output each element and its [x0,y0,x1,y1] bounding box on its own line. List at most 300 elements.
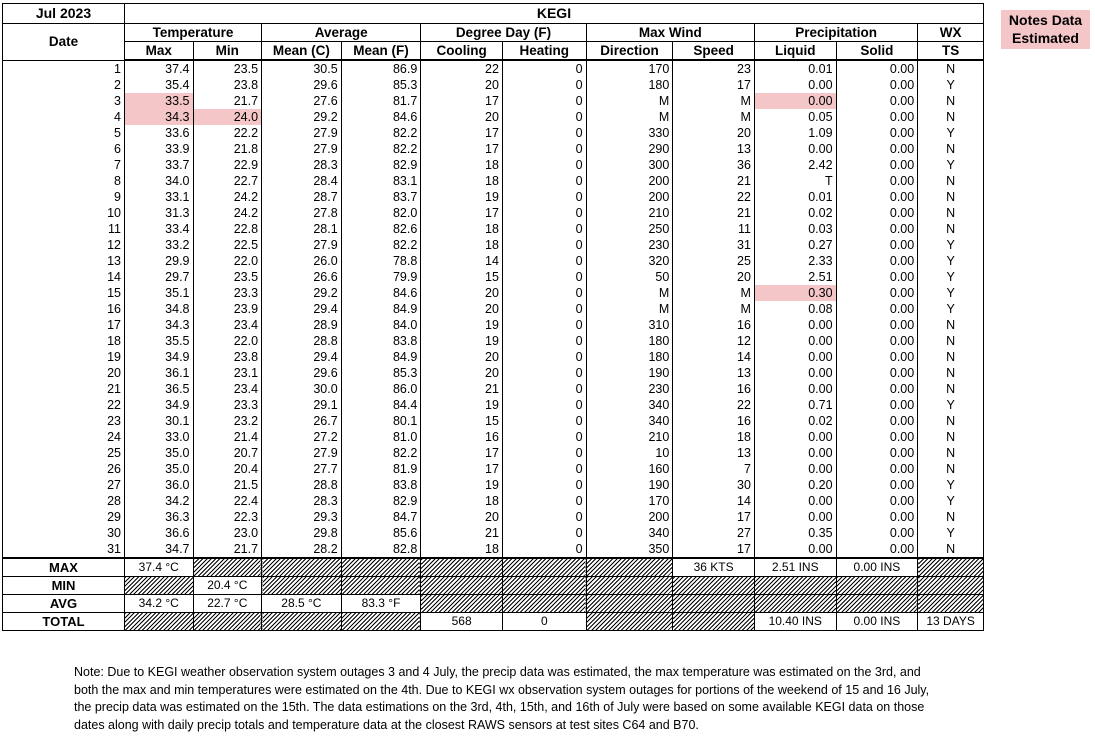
total-cooling-value: 568 [421,613,503,631]
direction-header: Direction [586,42,673,61]
cell-direction: 200 [586,189,673,205]
cell-ts: N [918,349,984,365]
cell-speed: 22 [673,397,755,413]
cell-cooling: 15 [421,269,503,285]
cell-liquid: 0.30 [754,285,836,301]
hatch-cell [341,613,421,631]
cell-mean-f: 84.9 [341,301,421,317]
hatch-cell [193,558,262,577]
cell-ts: N [918,205,984,221]
cell-day: 8 [3,173,125,189]
cell-mean-f: 80.1 [341,413,421,429]
cell-ts: N [918,509,984,525]
cell-speed: M [673,93,755,109]
table-row [3,429,984,445]
cell-max: 33.1 [124,189,193,205]
cell-speed: 17 [673,509,755,525]
table-row [3,253,984,269]
max-solid-value: 0.00 INS [836,558,918,577]
cell-solid: 0.00 [836,93,918,109]
legend-line-1: Notes Data [1008,12,1083,28]
hatch-cell [124,613,193,631]
cell-day: 7 [3,157,125,173]
cell-day: 22 [3,397,125,413]
hatch-cell [586,613,673,631]
cell-liquid: 0.01 [754,60,836,77]
cell-heating: 0 [502,397,586,413]
cell-mean-c: 28.9 [262,317,342,333]
cell-direction: 340 [586,525,673,541]
daily-rows [3,60,984,558]
cell-max: 34.3 [124,317,193,333]
cell-mean-c: 29.6 [262,77,342,93]
cell-ts: N [918,317,984,333]
table-row [3,205,984,221]
table-row [3,525,984,541]
cell-ts: N [918,429,984,445]
cell-direction: 310 [586,317,673,333]
cell-mean-c: 27.2 [262,429,342,445]
cell-solid: 0.00 [836,493,918,509]
cell-solid: 0.00 [836,509,918,525]
cell-ts: Y [918,125,984,141]
cell-max: 36.5 [124,381,193,397]
hatch-cell [918,577,984,595]
total-heating-value: 0 [502,613,586,631]
cell-speed: M [673,109,755,125]
cell-day: 12 [3,237,125,253]
total-row-label: TOTAL [3,613,125,631]
cell-min: 23.4 [193,317,262,333]
cell-cooling: 17 [421,461,503,477]
cell-solid: 0.00 [836,301,918,317]
hatch-cell [836,595,918,613]
cell-min: 21.5 [193,477,262,493]
table-row [3,125,984,141]
hatch-cell [502,595,586,613]
cell-max: 33.7 [124,157,193,173]
cell-heating: 0 [502,221,586,237]
cell-mean-f: 83.7 [341,189,421,205]
cell-direction: 170 [586,60,673,77]
cell-liquid: 0.00 [754,333,836,349]
max-wind-header: Max Wind [586,24,754,42]
cell-max: 36.0 [124,477,193,493]
cell-max: 34.8 [124,301,193,317]
cell-ts: N [918,189,984,205]
cell-heating: 0 [502,285,586,301]
cell-direction: 320 [586,253,673,269]
cell-heating: 0 [502,173,586,189]
cell-mean-c: 28.3 [262,493,342,509]
cell-direction: 290 [586,141,673,157]
cell-day: 21 [3,381,125,397]
cell-solid: 0.00 [836,141,918,157]
cell-speed: 16 [673,317,755,333]
cell-direction: 210 [586,205,673,221]
cell-speed: M [673,285,755,301]
cell-heating: 0 [502,189,586,205]
cell-heating: 0 [502,509,586,525]
cell-solid: 0.00 [836,397,918,413]
cell-min: 23.0 [193,525,262,541]
cell-solid: 0.00 [836,445,918,461]
cell-liquid: T [754,173,836,189]
cell-heating: 0 [502,253,586,269]
max-header: Max [124,42,193,61]
table-row [3,541,984,558]
min-header: Min [193,42,262,61]
cell-max: 34.9 [124,397,193,413]
cell-mean-f: 81.9 [341,461,421,477]
cell-liquid: 0.00 [754,429,836,445]
cell-cooling: 19 [421,397,503,413]
cell-day: 1 [3,60,125,77]
cell-min: 23.2 [193,413,262,429]
cell-speed: 14 [673,493,755,509]
hatch-cell [124,577,193,595]
cell-heating: 0 [502,77,586,93]
cell-solid: 0.00 [836,365,918,381]
cell-cooling: 18 [421,541,503,558]
cell-ts: N [918,381,984,397]
hatch-cell [673,613,755,631]
cell-min: 24.0 [193,109,262,125]
cell-liquid: 0.27 [754,237,836,253]
cell-direction: 340 [586,397,673,413]
cell-max: 33.5 [124,93,193,109]
cell-day: 3 [3,93,125,109]
month-header: Jul 2023 [3,4,125,24]
cell-cooling: 20 [421,301,503,317]
cell-speed: 22 [673,189,755,205]
average-header: Average [262,24,421,42]
cell-mean-f: 84.4 [341,397,421,413]
cell-mean-f: 86.9 [341,60,421,77]
cell-mean-f: 85.3 [341,365,421,381]
cell-ts: Y [918,493,984,509]
cell-mean-f: 83.8 [341,477,421,493]
cell-max: 30.1 [124,413,193,429]
cell-liquid: 0.00 [754,349,836,365]
cell-heating: 0 [502,445,586,461]
cell-mean-c: 29.2 [262,109,342,125]
solid-header: Solid [836,42,918,61]
table-row [3,237,984,253]
cell-min: 21.4 [193,429,262,445]
cell-solid: 0.00 [836,189,918,205]
cell-max: 36.3 [124,509,193,525]
table-row [3,461,984,477]
cell-speed: 23 [673,60,755,77]
cell-liquid: 0.00 [754,445,836,461]
cell-speed: 14 [673,349,755,365]
cell-cooling: 19 [421,189,503,205]
max-temp-value: 37.4 °C [124,558,193,577]
cell-heating: 0 [502,381,586,397]
hatch-cell [586,558,673,577]
cell-heating: 0 [502,237,586,253]
cell-mean-f: 82.2 [341,125,421,141]
cell-mean-c: 29.8 [262,525,342,541]
cell-day: 9 [3,189,125,205]
cell-liquid: 0.00 [754,461,836,477]
cell-max: 36.1 [124,365,193,381]
hatch-cell [918,595,984,613]
cell-day: 20 [3,365,125,381]
cell-min: 23.4 [193,381,262,397]
cell-mean-c: 27.8 [262,205,342,221]
cell-min: 23.8 [193,77,262,93]
cell-mean-c: 29.6 [262,365,342,381]
table-row [3,109,984,125]
cell-cooling: 14 [421,253,503,269]
cell-min: 23.3 [193,397,262,413]
cell-cooling: 18 [421,157,503,173]
cell-direction: 230 [586,381,673,397]
cell-heating: 0 [502,429,586,445]
cell-ts: Y [918,157,984,173]
station-header: KEGI [124,4,983,24]
total-liquid-value: 10.40 INS [754,613,836,631]
table-row [3,349,984,365]
cell-direction: 180 [586,333,673,349]
cell-heating: 0 [502,205,586,221]
cell-max: 29.9 [124,253,193,269]
cell-cooling: 17 [421,125,503,141]
cell-min: 23.3 [193,285,262,301]
cooling-header: Cooling [421,42,503,61]
cell-max: 35.0 [124,445,193,461]
heating-header: Heating [502,42,586,61]
avg-row-label: AVG [3,595,125,613]
cell-speed: 25 [673,253,755,269]
cell-mean-c: 28.1 [262,221,342,237]
max-wind-value: 36 KTS [673,558,755,577]
cell-solid: 0.00 [836,60,918,77]
cell-solid: 0.00 [836,77,918,93]
cell-solid: 0.00 [836,333,918,349]
cell-speed: 11 [673,221,755,237]
cell-liquid: 1.09 [754,125,836,141]
cell-mean-f: 83.1 [341,173,421,189]
cell-mean-c: 27.9 [262,125,342,141]
cell-max: 34.0 [124,173,193,189]
cell-speed: 27 [673,525,755,541]
cell-cooling: 20 [421,509,503,525]
cell-mean-f: 86.0 [341,381,421,397]
cell-max: 35.1 [124,285,193,301]
table-row [3,189,984,205]
cell-cooling: 18 [421,493,503,509]
cell-direction: 180 [586,77,673,93]
cell-mean-c: 28.4 [262,173,342,189]
cell-ts: N [918,60,984,77]
hatch-cell [586,595,673,613]
cell-mean-f: 81.7 [341,93,421,109]
cell-cooling: 20 [421,285,503,301]
cell-mean-f: 82.6 [341,221,421,237]
temperature-header: Temperature [124,24,261,42]
cell-max: 33.6 [124,125,193,141]
cell-speed: 20 [673,269,755,285]
cell-mean-f: 82.9 [341,157,421,173]
table-row [3,333,984,349]
cell-min: 22.0 [193,253,262,269]
cell-max: 33.9 [124,141,193,157]
table-row [3,365,984,381]
cell-min: 20.7 [193,445,262,461]
cell-min: 23.8 [193,349,262,365]
cell-cooling: 21 [421,525,503,541]
cell-mean-c: 29.1 [262,397,342,413]
hatch-cell [421,577,503,595]
legend-line-2: Estimated [1012,30,1079,46]
table-row [3,381,984,397]
estimated-legend [1001,10,1090,49]
max-row-label: MAX [3,558,125,577]
cell-direction: 50 [586,269,673,285]
cell-heating: 0 [502,493,586,509]
cell-day: 14 [3,269,125,285]
cell-direction: M [586,301,673,317]
cell-direction: 230 [586,237,673,253]
hatch-cell [502,558,586,577]
cell-liquid: 0.35 [754,525,836,541]
hatch-cell [262,577,342,595]
cell-liquid: 0.00 [754,541,836,558]
cell-liquid: 0.00 [754,493,836,509]
hatch-cell [341,577,421,595]
cell-max: 35.0 [124,461,193,477]
cell-min: 22.3 [193,509,262,525]
cell-day: 6 [3,141,125,157]
cell-day: 18 [3,333,125,349]
cell-speed: 12 [673,333,755,349]
cell-heating: 0 [502,141,586,157]
cell-day: 25 [3,445,125,461]
hatch-cell [673,595,755,613]
table-row [3,317,984,333]
cell-mean-c: 30.5 [262,60,342,77]
cell-speed: 16 [673,413,755,429]
cell-mean-f: 84.6 [341,109,421,125]
cell-mean-f: 82.0 [341,205,421,221]
cell-direction: 190 [586,477,673,493]
cell-mean-f: 84.9 [341,349,421,365]
cell-mean-c: 29.4 [262,301,342,317]
cell-speed: 13 [673,141,755,157]
min-temp-value: 20.4 °C [193,577,262,595]
cell-direction: 10 [586,445,673,461]
cell-solid: 0.00 [836,477,918,493]
total-solid-value: 0.00 INS [836,613,918,631]
cell-min: 21.7 [193,93,262,109]
cell-solid: 0.00 [836,525,918,541]
min-row-label: MIN [3,577,125,595]
cell-liquid: 0.71 [754,397,836,413]
cell-speed: 13 [673,445,755,461]
hatch-cell [754,595,836,613]
cell-speed: 17 [673,77,755,93]
cell-liquid: 2.33 [754,253,836,269]
cell-solid: 0.00 [836,381,918,397]
cell-ts: N [918,141,984,157]
cell-liquid: 0.00 [754,381,836,397]
cell-solid: 0.00 [836,173,918,189]
cell-day: 15 [3,285,125,301]
cell-mean-c: 27.6 [262,93,342,109]
cell-liquid: 0.00 [754,77,836,93]
cell-mean-f: 79.9 [341,269,421,285]
cell-mean-f: 82.9 [341,493,421,509]
hatch-cell [341,558,421,577]
cell-min: 23.5 [193,269,262,285]
date-header: Date [3,24,125,61]
cell-direction: 210 [586,429,673,445]
table-row [3,285,984,301]
cell-min: 22.8 [193,221,262,237]
cell-day: 5 [3,125,125,141]
cell-mean-f: 85.3 [341,77,421,93]
cell-liquid: 0.03 [754,221,836,237]
cell-mean-c: 30.0 [262,381,342,397]
cell-max: 34.9 [124,349,193,365]
cell-heating: 0 [502,365,586,381]
cell-solid: 0.00 [836,109,918,125]
table-row [3,157,984,173]
cell-heating: 0 [502,93,586,109]
cell-ts: N [918,541,984,558]
cell-direction: M [586,93,673,109]
cell-max: 37.4 [124,60,193,77]
cell-heating: 0 [502,333,586,349]
cell-heating: 0 [502,157,586,173]
cell-min: 23.5 [193,60,262,77]
cell-mean-c: 27.9 [262,237,342,253]
table-row [3,413,984,429]
cell-ts: N [918,109,984,125]
hatch-cell [918,558,984,577]
cell-direction: M [586,285,673,301]
hatch-cell [421,558,503,577]
cell-direction: 200 [586,173,673,189]
cell-ts: Y [918,301,984,317]
cell-speed: 16 [673,381,755,397]
cell-liquid: 2.51 [754,269,836,285]
cell-max: 29.7 [124,269,193,285]
cell-solid: 0.00 [836,253,918,269]
cell-day: 2 [3,77,125,93]
cell-ts: N [918,173,984,189]
cell-mean-f: 84.6 [341,285,421,301]
cell-mean-c: 28.3 [262,157,342,173]
cell-mean-c: 29.3 [262,509,342,525]
cell-liquid: 2.42 [754,157,836,173]
cell-mean-f: 85.6 [341,525,421,541]
table-row [3,221,984,237]
table-row [3,509,984,525]
max-liquid-value: 2.51 INS [754,558,836,577]
cell-direction: M [586,109,673,125]
cell-mean-c: 26.7 [262,413,342,429]
cell-mean-f: 81.0 [341,429,421,445]
weather-table [2,3,984,631]
total-ts-value: 13 DAYS [918,613,984,631]
table-row [3,141,984,157]
table-row [3,397,984,413]
cell-cooling: 17 [421,93,503,109]
